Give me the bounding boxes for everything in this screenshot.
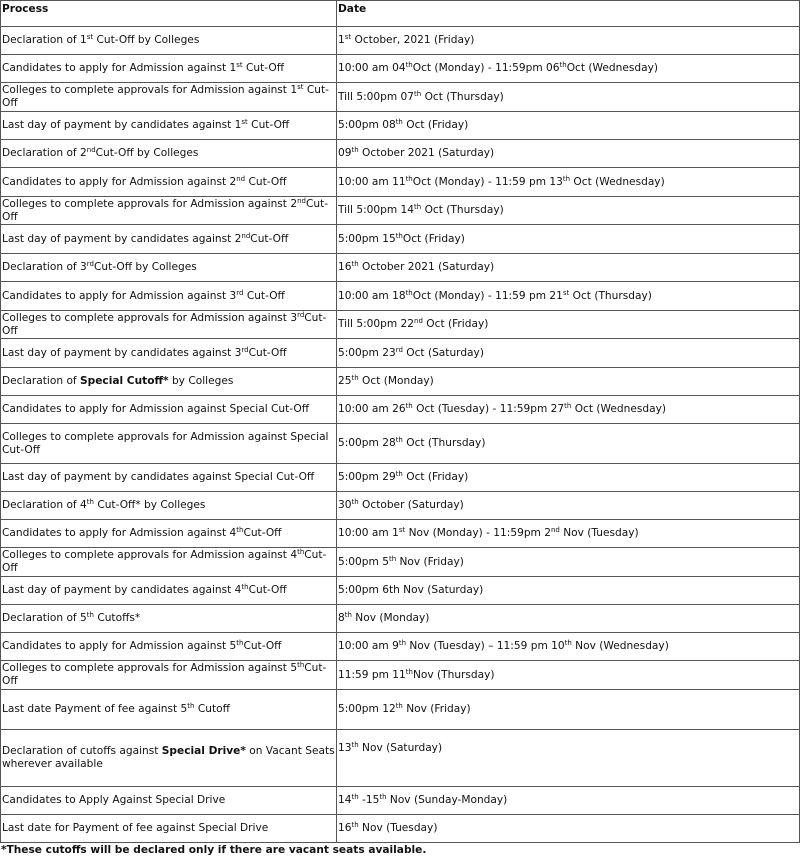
- date-cell: [337, 368, 800, 396]
- process-cell: [1, 787, 337, 815]
- ordinal-suffix: rd: [395, 345, 403, 354]
- cell-text: 5:00pm 23: [338, 346, 396, 359]
- cell-text: Oct (Monday) - 11:59 pm 21: [412, 289, 563, 302]
- process-cell: [1, 282, 337, 311]
- ordinal-suffix: st: [236, 61, 243, 69]
- cell-text: Cut-Off: [248, 584, 287, 596]
- cell-text: 10:00 am 04: [338, 62, 406, 74]
- cell-text: Colleges to complete approvals for Admission against 1: [2, 84, 298, 96]
- date-cell: [337, 787, 800, 815]
- cell-text: Nov (Saturday): [358, 742, 443, 754]
- cell-text: Till 5:00pm 14: [338, 204, 415, 216]
- cell-text: Last day of payment by candidates against Special Cut-Off: [2, 471, 315, 483]
- cell-text: by Colleges: [168, 375, 234, 387]
- cell-text: Nov (Tuesday): [559, 527, 639, 539]
- table-row: [1, 661, 800, 690]
- ordinal-suffix: th: [405, 61, 413, 69]
- cell-text: Nov (Tuesday): [358, 822, 438, 834]
- table-row: [1, 396, 800, 424]
- cell-text: Oct (Thursday): [402, 437, 486, 449]
- ordinal-suffix: th: [405, 174, 413, 183]
- ordinal-suffix: th: [86, 611, 94, 619]
- cell-text: Oct (Friday): [402, 471, 469, 483]
- ordinal-suffix: th: [351, 146, 359, 154]
- cell-text: Declaration of 4: [2, 499, 87, 511]
- cell-text: Colleges to complete approvals for Admission against Special Cut-Off: [2, 430, 329, 456]
- cell-text: Cut-Off: [247, 119, 290, 131]
- cell-text: Cut-Off: [2, 662, 327, 687]
- ordinal-suffix: nd: [414, 317, 423, 325]
- cell-text: Declaration of 1: [2, 34, 87, 46]
- cell-text: Candidates to apply for Admission against 2: [2, 175, 237, 188]
- date-cell: [337, 548, 800, 577]
- table-row: [1, 787, 800, 815]
- ordinal-suffix: th: [414, 203, 422, 211]
- ordinal-suffix: th: [379, 793, 387, 801]
- ordinal-suffix: th: [395, 470, 403, 478]
- header-row: [1, 1, 800, 27]
- date-cell: [337, 605, 800, 633]
- table-row: [1, 27, 800, 55]
- cell-text: Till 5:00pm 07: [338, 90, 415, 103]
- cell-text: 5:00pm 29: [338, 471, 396, 483]
- process-cell: [1, 368, 337, 396]
- cell-text: Oct (Wednesday): [566, 62, 658, 74]
- cell-text: Oct (Monday) - 11:59 pm 13: [412, 175, 563, 188]
- table-row: [1, 605, 800, 633]
- cell-text: Nov (Sunday-Monday): [386, 794, 508, 806]
- cell-text: 09: [338, 147, 352, 159]
- process-cell: [1, 424, 337, 464]
- ordinal-suffix: th: [405, 402, 413, 410]
- cell-text: Special Drive*: [161, 745, 246, 757]
- cell-text: Declaration of cutoffs against: [2, 745, 162, 757]
- date-cell: [337, 464, 800, 492]
- date-cell: [337, 197, 800, 225]
- ordinal-suffix: th: [351, 260, 359, 268]
- date-cell: [337, 282, 800, 311]
- cell-text: Colleges to complete approvals for Admission against 5: [2, 662, 298, 674]
- process-cell: [1, 254, 337, 282]
- cell-text: Candidates to apply for Admission against 5: [2, 640, 237, 652]
- ordinal-suffix: rd: [86, 260, 94, 268]
- cell-text: 1: [338, 34, 345, 46]
- cell-text: Cut-Off by Colleges: [95, 147, 199, 159]
- cell-text: Colleges to complete approvals for Admission against 4: [2, 549, 298, 561]
- ordinal-suffix: th: [86, 498, 94, 506]
- table-row: [1, 168, 800, 197]
- cell-text: Cut-Off: [2, 84, 329, 109]
- table-row: [1, 815, 800, 843]
- process-cell: [1, 730, 337, 787]
- cell-text: Candidates to Apply Against Special Drive: [2, 794, 226, 806]
- ordinal-suffix: th: [395, 231, 403, 240]
- date-cell: [337, 83, 800, 112]
- date-cell: [337, 396, 800, 424]
- ordinal-suffix: th: [562, 174, 571, 183]
- date-cell: [337, 661, 800, 690]
- cell-text: 5:00pm 28: [338, 437, 396, 449]
- ordinal-suffix: st: [241, 118, 248, 126]
- date-cell: [337, 254, 800, 282]
- date-cell: [337, 492, 800, 520]
- ordinal-suffix: th: [187, 702, 195, 710]
- process-cell: [1, 661, 337, 690]
- process-cell: [1, 197, 337, 225]
- ordinal-suffix: th: [414, 89, 422, 98]
- process-cell: [1, 492, 337, 520]
- cell-text: Declaration of 2: [2, 147, 87, 159]
- table-row: [1, 548, 800, 577]
- cell-text: Oct (Monday) - 11:59pm 06: [412, 62, 560, 74]
- process-cell: [1, 464, 337, 492]
- ordinal-suffix: th: [398, 639, 407, 647]
- table-row: [1, 633, 800, 661]
- cell-text: 16: [338, 261, 352, 273]
- cell-text: Till 5:00pm 22: [338, 318, 415, 330]
- ordinal-suffix: th: [236, 639, 244, 647]
- date-cell: [337, 27, 800, 55]
- process-cell: [1, 55, 337, 83]
- cell-text: 11:59 pm 11: [338, 668, 406, 681]
- cell-text: Nov (Monday): [351, 612, 430, 624]
- cell-text: Nov (Wednesday): [571, 640, 669, 652]
- cell-text: Cut-Off: [245, 175, 287, 188]
- cell-text: Cutoff: [194, 703, 230, 715]
- process-cell: [1, 168, 337, 197]
- date-column-header: Date: [337, 1, 800, 27]
- table-row: [1, 492, 800, 520]
- date-cell: [337, 633, 800, 661]
- process-cell: [1, 633, 337, 661]
- cell-text: Oct (Wednesday): [570, 175, 665, 188]
- cell-text: Cut-Off: [243, 289, 285, 302]
- cell-text: Oct (Saturday): [402, 346, 484, 359]
- cell-text: 16: [338, 822, 352, 834]
- schedule-rows: [1, 27, 800, 843]
- cell-text: Cut-Off: [243, 527, 282, 539]
- cell-text: Cut-Off: [2, 197, 329, 223]
- cell-text: Colleges to complete approvals for Admission against 3: [2, 311, 298, 324]
- table-row: [1, 577, 800, 605]
- date-cell: [337, 311, 800, 339]
- cell-text: -15: [358, 794, 380, 806]
- cell-text: Cut-Off: [2, 311, 327, 337]
- cell-text: Cut-Off: [2, 549, 327, 574]
- table-row: [1, 368, 800, 396]
- cell-text: Last date Payment of fee against 5: [2, 703, 188, 715]
- cell-text: Candidates to apply for Admission against 4: [2, 527, 237, 539]
- table-row: [1, 112, 800, 140]
- cell-text: Cut-Off: [242, 62, 285, 74]
- cell-text: Cut-Off: [243, 640, 282, 652]
- cell-text: Colleges to complete approvals for Admission against 2: [2, 197, 298, 210]
- table-row: [1, 690, 800, 730]
- table-row: [1, 424, 800, 464]
- cell-text: Nov (Monday) - 11:59pm 2: [405, 527, 551, 539]
- cell-text: 10:00 am 26: [338, 403, 406, 415]
- date-cell: [337, 815, 800, 843]
- process-cell: [1, 83, 337, 112]
- date-cell: [337, 55, 800, 83]
- ordinal-suffix: nd: [86, 146, 96, 154]
- date-cell: [337, 140, 800, 168]
- ordinal-suffix: th: [388, 554, 397, 563]
- ordinal-suffix: st: [297, 83, 304, 91]
- cell-text: Oct (Wednesday): [571, 403, 666, 415]
- ordinal-suffix: nd: [550, 526, 560, 534]
- process-cell: [1, 690, 337, 730]
- table-row: [1, 254, 800, 282]
- date-cell: [337, 225, 800, 254]
- ordinal-suffix: th: [351, 741, 359, 749]
- cell-text: 10:00 am 18: [338, 289, 406, 302]
- cell-text: 5:00pm 12: [338, 703, 396, 715]
- table-row: [1, 730, 800, 787]
- process-cell: [1, 815, 337, 843]
- date-cell: [337, 690, 800, 730]
- ordinal-suffix: th: [405, 667, 413, 676]
- ordinal-suffix: th: [395, 436, 403, 444]
- table-row: [1, 140, 800, 168]
- table-row: [1, 197, 800, 225]
- ordinal-suffix: st: [86, 33, 94, 41]
- cell-text: 10:00 am 9: [338, 640, 399, 652]
- cell-text: Last day of payment by candidates against 1: [2, 119, 242, 131]
- ordinal-suffix: th: [297, 661, 305, 669]
- ordinal-suffix: rd: [236, 288, 244, 297]
- cell-text: 10:00 am 1: [338, 527, 399, 539]
- cell-text: Last date for Payment of fee against Special Drive: [2, 822, 269, 834]
- date-cell: [337, 168, 800, 197]
- cell-text: October 2021 (Saturday): [358, 261, 495, 273]
- cell-text: Cut-Off: [248, 346, 287, 359]
- cell-text: Declaration of: [2, 375, 81, 387]
- date-cell: [337, 520, 800, 548]
- cell-text: Nov (Thursday): [412, 668, 495, 681]
- table-row: [1, 225, 800, 254]
- ordinal-suffix: th: [351, 498, 359, 506]
- table-row: [1, 83, 800, 112]
- process-cell: [1, 520, 337, 548]
- cell-text: Cut-Off: [250, 232, 289, 245]
- footnote: *These cutoffs will be declared only if there are vacant seats available.: [1, 844, 427, 856]
- ordinal-suffix: th: [564, 402, 572, 410]
- date-cell: [337, 339, 800, 368]
- process-cell: [1, 112, 337, 140]
- ordinal-suffix: th: [564, 639, 572, 647]
- cell-text: 5:00pm 08: [338, 119, 396, 131]
- cell-text: 5:00pm 6th Nov (Saturday): [338, 584, 484, 596]
- cell-text: October 2021 (Saturday): [358, 147, 495, 159]
- cell-text: 13: [338, 742, 352, 754]
- cell-text: Oct (Friday): [422, 318, 489, 330]
- ordinal-suffix: th: [405, 288, 413, 297]
- date-cell: [337, 577, 800, 605]
- cell-text: Cutoffs*: [93, 612, 141, 624]
- cell-text: 25: [338, 375, 352, 387]
- ordinal-suffix: th: [395, 702, 403, 710]
- table-row: [1, 339, 800, 368]
- ordinal-suffix: th: [395, 118, 403, 126]
- cell-text: 5:00pm 15: [338, 232, 396, 245]
- cell-text: Candidates to apply for Admission against 3: [2, 289, 237, 302]
- ordinal-suffix: th: [351, 374, 359, 382]
- cell-text: 30: [338, 499, 352, 511]
- process-cell: [1, 27, 337, 55]
- cell-text: Oct (Thursday): [569, 289, 652, 302]
- cell-text: 8: [338, 612, 345, 624]
- table-row: [1, 311, 800, 339]
- ordinal-suffix: rd: [241, 345, 249, 354]
- cell-text: Oct (Tuesday) - 11:59pm 27: [412, 403, 565, 415]
- cell-text: 5:00pm 5: [338, 555, 389, 568]
- cell-text: Candidates to apply for Admission against Special Cut-Off: [2, 403, 310, 415]
- cell-text: 14: [338, 794, 352, 806]
- date-cell: [337, 112, 800, 140]
- process-cell: [1, 396, 337, 424]
- ordinal-suffix: nd: [297, 196, 306, 205]
- ordinal-suffix: nd: [236, 174, 246, 183]
- ordinal-suffix: th: [351, 821, 359, 829]
- ordinal-suffix: nd: [241, 231, 251, 240]
- ordinal-suffix: th: [297, 548, 305, 556]
- cell-text: Cut-Off by Colleges: [93, 34, 200, 46]
- ordinal-suffix: rd: [297, 310, 305, 319]
- process-cell: [1, 311, 337, 339]
- process-cell: [1, 548, 337, 577]
- cell-text: Declaration of 3: [2, 261, 87, 273]
- table-row: [1, 55, 800, 83]
- cell-text: Oct (Friday): [402, 119, 469, 131]
- cell-text: Last day of payment by candidates against 2: [2, 232, 242, 245]
- ordinal-suffix: st: [344, 33, 352, 41]
- cell-text: Oct (Thursday): [421, 90, 504, 103]
- process-cell: [1, 605, 337, 633]
- table-row: [1, 520, 800, 548]
- ordinal-suffix: th: [351, 793, 359, 801]
- date-cell: [337, 424, 800, 464]
- process-cell: [1, 577, 337, 605]
- cell-text: Cut-Off* by Colleges: [93, 499, 206, 511]
- cell-text: Oct (Monday): [358, 375, 434, 387]
- ordinal-suffix: th: [559, 61, 567, 69]
- ordinal-suffix: st: [398, 526, 406, 534]
- process-cell: [1, 140, 337, 168]
- cell-text: on Vacant Seats wherever available: [2, 745, 335, 770]
- ordinal-suffix: st: [562, 288, 570, 297]
- cell-text: Declaration of 5: [2, 612, 87, 624]
- table-row: [1, 464, 800, 492]
- ordinal-suffix: th: [241, 583, 249, 591]
- cell-text: Oct (Friday): [402, 232, 465, 245]
- cell-text: October, 2021 (Friday): [351, 34, 475, 46]
- cell-text: Nov (Friday): [402, 703, 471, 715]
- process-cell: [1, 225, 337, 254]
- process-cell: [1, 339, 337, 368]
- cell-text: Last day of payment by candidates against 4: [2, 584, 242, 596]
- cell-text: Candidates to apply for Admission against 1: [2, 62, 237, 74]
- ordinal-suffix: th: [344, 611, 352, 619]
- table-row: [1, 282, 800, 311]
- ordinal-suffix: th: [236, 526, 244, 534]
- cell-text: 10:00 am 11: [338, 175, 406, 188]
- cell-text: October (Saturday): [358, 499, 464, 511]
- process-column-header: Process: [1, 1, 337, 27]
- date-cell: [337, 730, 800, 787]
- cell-text: Nov (Tuesday) – 11:59 pm 10: [406, 640, 565, 652]
- cell-text: Nov (Friday): [396, 555, 464, 568]
- cell-text: Special Cutoff*: [80, 375, 169, 387]
- cell-text: Last day of payment by candidates against 3: [2, 346, 242, 359]
- cell-text: Cut-Off by Colleges: [93, 261, 197, 273]
- cell-text: Oct (Thursday): [421, 204, 504, 216]
